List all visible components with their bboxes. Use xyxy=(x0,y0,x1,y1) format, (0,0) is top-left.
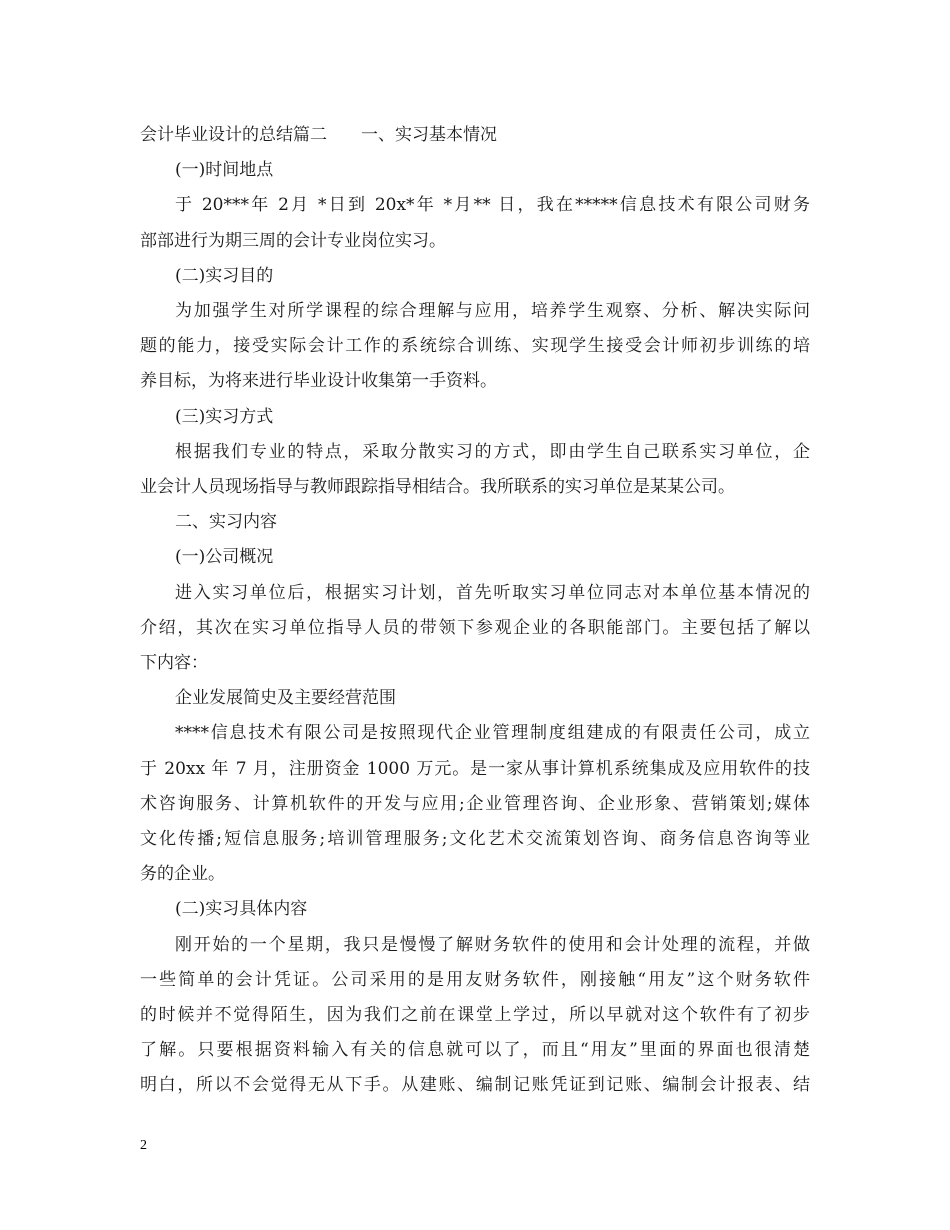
text-line: (一)时间地点 xyxy=(175,160,274,181)
text-line: 部部进行为期三周的会计专业岗位实习。 xyxy=(140,230,446,251)
text-line: 了解。只要根据资料输入有关的信息就可以了，而且“用友”里面的界面也很清楚 xyxy=(140,1040,810,1060)
text-line: 企业发展简史及主要经营范围 xyxy=(175,688,396,709)
page-number: 2 xyxy=(140,1138,147,1153)
text-line: 养目标，为将来进行毕业设计收集第一手资料。 xyxy=(140,371,497,392)
text-line: 术咨询服务、计算机软件的开发与应用;企业管理咨询、企业形象、营销策划;媒体 xyxy=(140,793,810,813)
text-line: 为加强学生对所学课程的综合理解与应用，培养学生观察、分析、解决实际问 xyxy=(175,301,810,320)
text-line: 明白，所以不会觉得无从下手。从建账、编制记账凭证到记账、编制会计报表、结 xyxy=(140,1075,810,1095)
text-line: 一些简单的会计凭证。公司采用的是用友财务软件，刚接触“用友”这个财务软件 xyxy=(140,969,810,989)
text-line: 二、实习内容 xyxy=(175,512,277,533)
text-line: 业会计人员现场指导与教师跟踪指导相结合。我所联系的实习单位是某某公司。 xyxy=(140,477,735,497)
text-line: (一)公司概况 xyxy=(175,547,274,568)
text-line: 会计毕业设计的总结篇二 一、实习基本情况 xyxy=(140,125,497,145)
text-line: 刚开始的一个星期，我只是慢慢了解财务软件的使用和会计处理的流程，并做 xyxy=(175,934,810,954)
text-line: 于 20xx 年 7 月，注册资金 1000 万元。是一家从事计算机系统集成及应用软件的技 xyxy=(140,758,810,778)
text-line: 介绍，其次在实习单位指导人员的带领下参观企业的各职能部门。主要包括了解以 xyxy=(140,617,810,637)
text-line: 下内容： xyxy=(140,653,208,673)
text-line: (三)实习方式 xyxy=(175,406,274,427)
text-line: (二)实习目的 xyxy=(175,265,274,286)
text-line: 进入实习单位后，根据实习计划，首先听取实习单位同志对本单位基本情况的 xyxy=(175,582,810,602)
text-line: 文化传播;短信息服务;培训管理服务;文化艺术交流策划咨询、商务信息咨询等业 xyxy=(140,829,810,848)
text-line: 题的能力，接受实际会计工作的系统综合训练、实现学生接受会计师初步训练的培 xyxy=(140,336,810,356)
text-line: 根据我们专业的特点，采取分散实习的方式，即由学生自己联系实习单位，企 xyxy=(175,441,810,461)
text-line: 务的企业。 xyxy=(140,864,225,885)
text-line: (二)实习具体内容 xyxy=(175,899,308,920)
text-line: ****信息技术有限公司是按照现代企业管理制度组建成的有限责任公司，成立 xyxy=(175,723,810,743)
text-line: 于 20***年 2月 *日到 20x*年 *月** 日，我在*****信息技术有限公司财务 xyxy=(175,195,810,215)
text-line: 的时候并不觉得陌生，因为我们之前在课堂上学过，所以早就对这个软件有了初步 xyxy=(140,1005,810,1024)
